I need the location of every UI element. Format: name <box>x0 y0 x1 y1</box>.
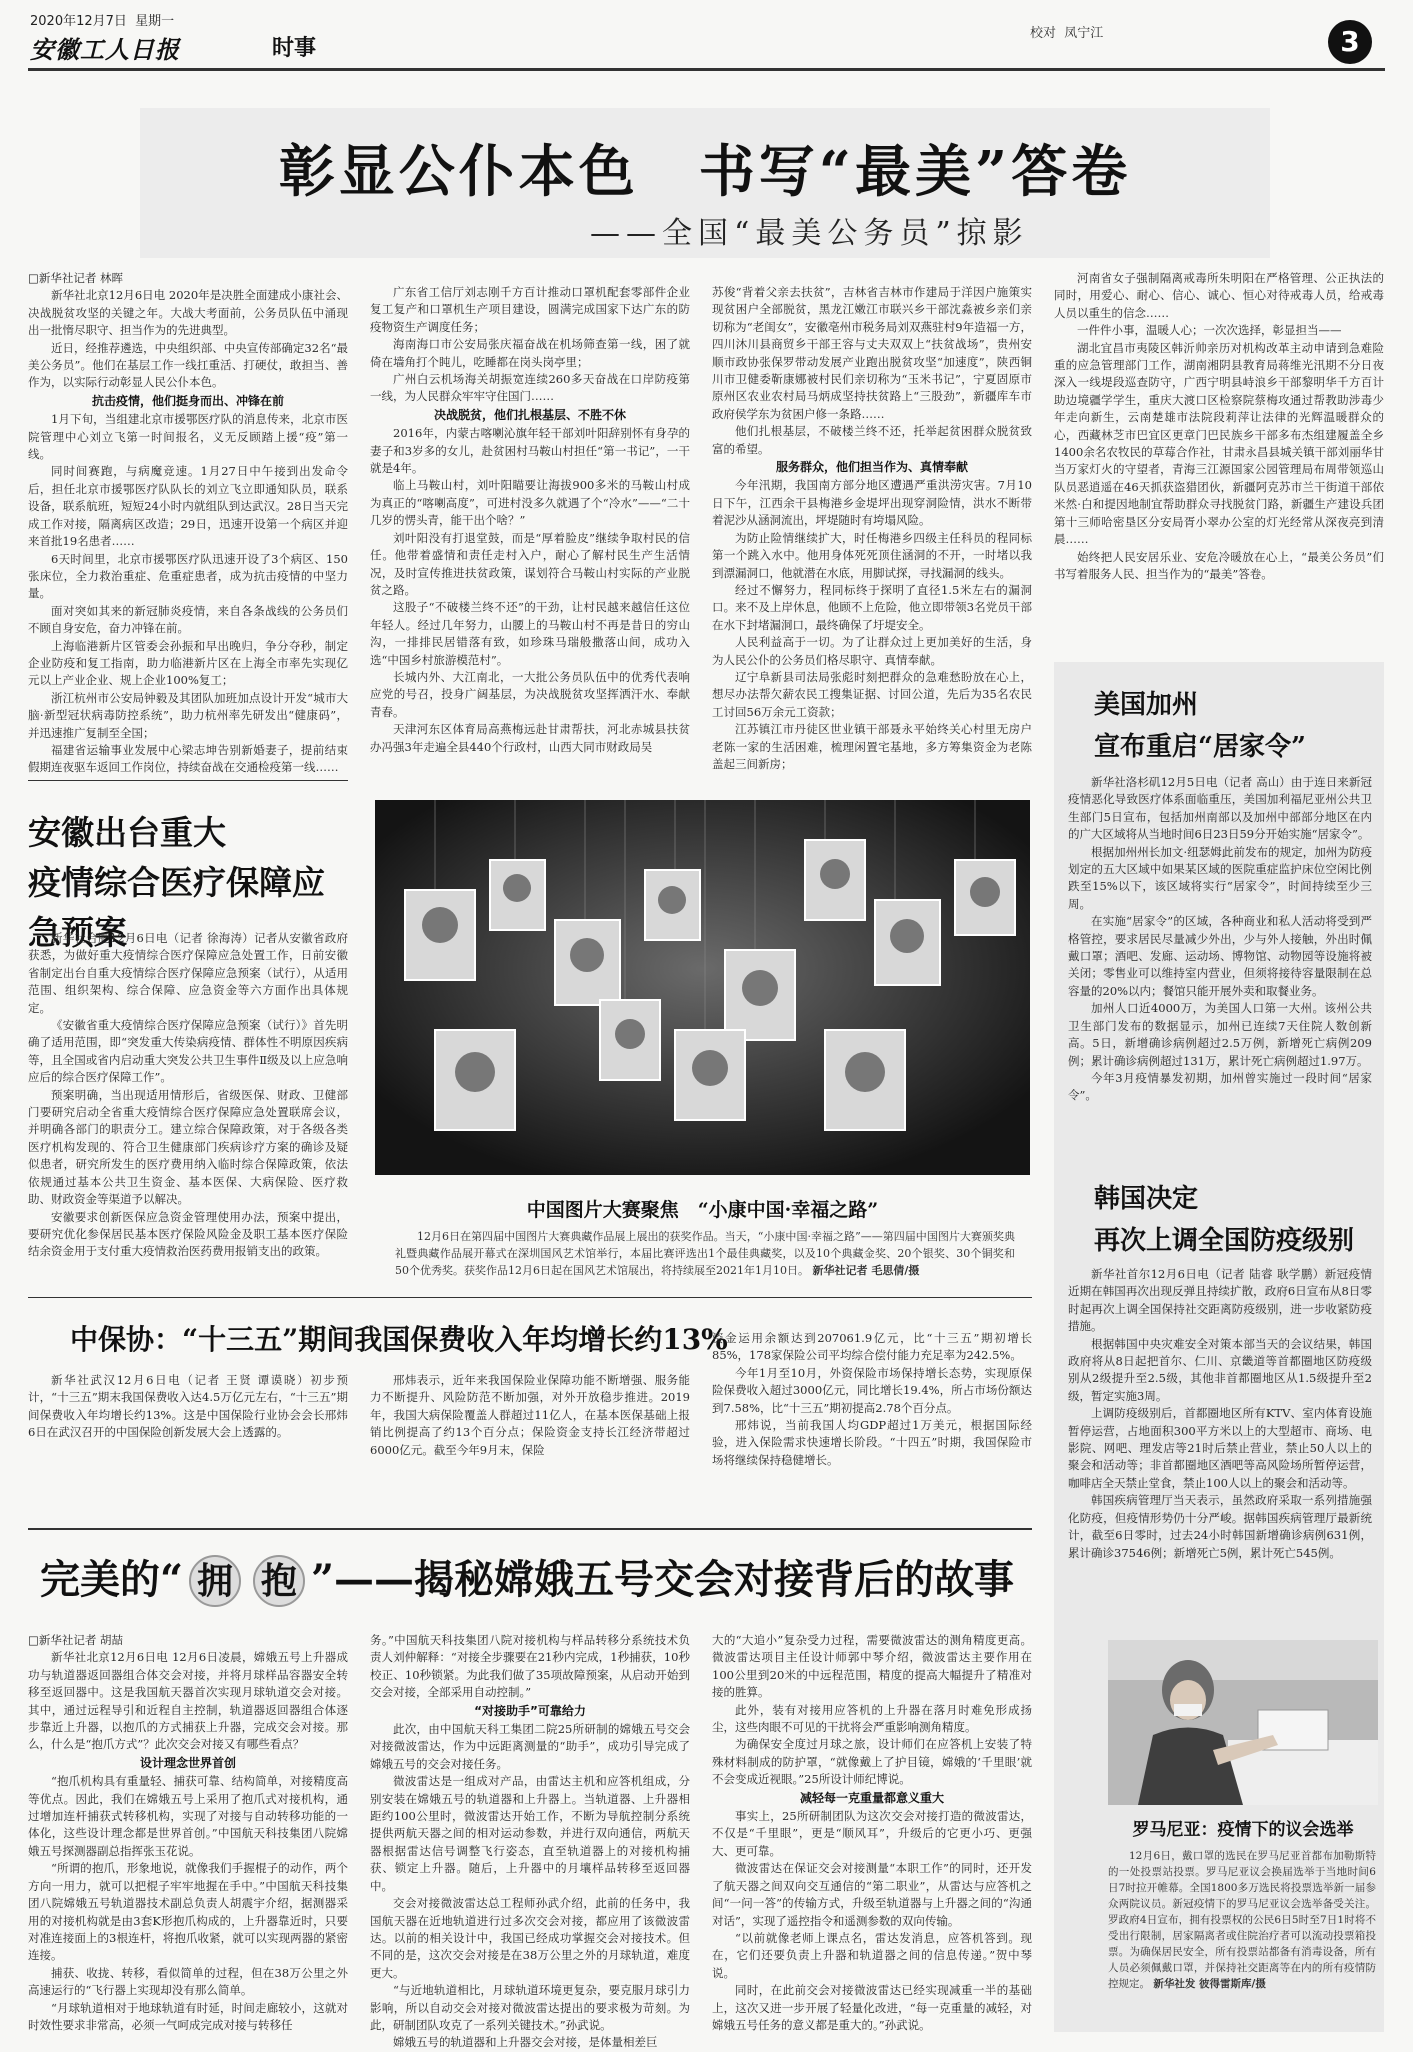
feature-paragraph: 上海临港新片区管委会孙振和早出晚归，争分夺秒，制定企业防疫和复工指南，助力临港新片区在上海全市率先实现亿元以上产业企业、规上企业100%复工； <box>28 638 348 688</box>
photo-caption: 12月6日在第四届中国图片大赛典藏作品展上展出的获奖作品。当天，“小康中国·幸福之路”——第四届中国图片大赛颁奖典礼暨典藏作品展开幕式在深圳国风艺术馆举行，本届比赛评选出1个最佳典藏奖，以及10个典藏金奖、20个银奖、30个铜奖和50个优秀奖。获奖作品12月6日起在国风艺术馆展出，将持续展至2021年1月10日。 <box>395 1230 1015 1277</box>
feature-col-3 <box>712 284 1032 770</box>
change5-paragraph: 交会对接微波雷达总工程师孙武介绍，此前的任务中，我国航天器在近地轨道进行过多次交会对接，都应用了该微波雷达。以前的相关设计中，我国已经成功掌握交会对接技术。但不同的是，这次交会对接是在38万公里之外的月球轨道，难度更大。 <box>370 1896 690 1980</box>
insurance-paragraph: 邢炜说，当前我国人均GDP超过1万美元，根据国际经验，进入保险需求快速增长阶段。“十四五”时期，我国保险市场将继续保持稳健增长。 <box>712 1418 1032 1467</box>
change5-paragraph: 大的“大追小”复杂受力过程，需要微波雷达的测角精度更高。微波雷达项目主任设计师郭中琴介绍，微波雷达主要作用在100公里到20米的中远程范围，精度的提高大幅提升了精准对接的胜算。 <box>712 1633 1032 1700</box>
feature-paragraph: 广州白云机场海关胡振宽连续260多天奋战在口岸防疫第一线，为人民群众牢牢守住国门…… <box>370 372 690 404</box>
anhui-title-line1: 安徽出台重大 <box>28 813 226 852</box>
divider <box>28 1528 1032 1530</box>
feature-paragraph: 始终把人民安居乐业、安危冷暖放在心上，“最美公务员”们书写着服务人民、担当作为的“最美”答卷。 <box>1054 549 1384 581</box>
feature-paragraph: 今年汛期，我国南方部分地区遭遇严重洪涝灾害。7月10日下午，江西余干县梅港乡金堤坪出现穿洞险情，洪水不断带着泥沙从涵洞流出，坪堤随时有垮塌风险。 <box>712 478 1032 528</box>
exhibition-photo-image <box>375 800 1030 1175</box>
anhui-paragraph: 预案明确，当出现适用情形后，省级医保、财政、卫健部门要研究启动全省重大疫情综合医疗保障应急处置联席会议，并明确各部门的职责分工。建立综合保障政策，对于各级各类医疗机构发现的、符合卫生健康部门疾病诊疗方案的确诊及疑似患者，研究所发生的医疗费用纳入临时综合保障政策，依法依规通过基本公共卫生资金、基本医保、大病保险、医疗救助、财政资金等渠道予以解决。 <box>28 1087 348 1207</box>
feature-paragraph: 这股子“不破楼兰终不还”的干劲，让村民越来越信任这位年轻人。经过几年努力，山腰上的马鞍山村不再是昔日的穷山沟，一排排民居错落有致，如珍珠马瑞般撒落山间，成功入选“中国乡村旅游模范村”。 <box>370 600 690 667</box>
korea-headline <box>1094 1178 1374 1262</box>
change5-paragraph: “月球轨道相对于地球轨道有时延，时间走廊较小，这就对时效性要求非常高，必须一气呵成完成对接与转移任 <box>28 2000 348 2032</box>
change5-subheading: “对接助手”可靠给力 <box>474 1703 586 1718</box>
page-number-badge <box>1328 20 1372 64</box>
feature-subheading: 服务群众，他们担当作为、真情奉献 <box>775 460 968 475</box>
change5-paragraph: “所谓的抱爪，形象地说，就像我们手握棍子的动作，两个方向一用力，就可以把棍子牢牢地握在手中。”中国航天科技集团八院嫦娥五号轨道器技术副总负责人胡震宇介绍，据测器采用的对接机构就是由3套K形抱爪构成的，上升器靠近时，只要对准连接面上的3根连杆，将抱爪收紧，就可以实现两器的紧密连接。 <box>28 1861 348 1963</box>
insurance-paragraph: 新华社武汉12月6日电（记者 王贤 谭谟晓）初步预计，“十三五”期末我国保费收入达4.5万亿元左右，“十三五”期间保费收入年均增长约13%。这是中国保险行业协会会长邢炜6日在武汉召开的中国保险创新发展大会上透露的。 <box>28 1373 348 1440</box>
issue-weekday: 星期一 <box>135 14 175 29</box>
feature-paragraph: 苏俊“背着父亲去扶贫”，吉林省吉林市作建局于洋因户施策实现贫困户全部脱贫，黑龙江嫩江市联兴乡干部沈淼被乡亲们亲切称为“老闺女”，安徽亳州市税务局刘双燕驻村9年造福一方，四川沐川县商贸乡干部王容与丈夫双双上“扶贫战场”，贵州安顺市政协张保罗带动发展产业跑出脱贫攻坚“加速度”，陕西铜川市卫健委靳康娜被村民们亲切称为“玉米书记”，宁夏固原市原州区农业农村局马炳成坚持扶贫路上“三股劲”，新疆库车市政府侯学东为贫困户修一条路…… <box>712 285 1032 421</box>
masthead <box>0 0 1413 62</box>
change5-paragraph: 为确保安全度过月球之旅，设计师们在应答机上安装了特殊材料制成的防护罩，“就像戴上了护目镜，嫦娥的‘千里眼’就不会变成近视眼。”25所设计师纪博说。 <box>712 1737 1032 1787</box>
romania-caption-block <box>1108 1848 1376 2028</box>
change5-paragraph: 同时，在此前交会对接微波雷达已经实现减重一半的基础上，这次又进一步开展了轻量化改进，“每一克重量的减轻，对嫦娥五号任务的意义都是重大的。”孙武说。 <box>712 1983 1032 2032</box>
romania-credit: 新华社发 彼得雷斯库/摄 <box>1153 1978 1266 1990</box>
page-number: 3 <box>1340 25 1360 58</box>
change5-subheading: 减轻每一克重量都意义重大 <box>799 1790 944 1805</box>
feature-paragraph: 长城内外、大江南北，一大批公务员队伍中的优秀代表响应党的号召，投身广阔基层，为决战脱贫攻坚挥洒汗水、奉献青春。 <box>370 669 690 719</box>
anhui-body <box>28 930 348 1290</box>
change5-col-3 <box>712 1632 1032 2032</box>
feature-title: 彰显公仆本色 书写“最美”答卷 <box>278 139 1132 205</box>
change5-col-1 <box>28 1632 348 2032</box>
feature-paragraph: 临上马鞍山村，刘叶阳瞄要让海拔900多米的马鞍山村成为真正的“喀喇高度”，可进村没多久就遇了个“冷水”——“二十几岁的愣头青，能干出个啥？” <box>370 478 690 528</box>
feature-paragraph: 1月下旬，当组建北京市援鄂医疗队的消息传来，北京市医院管理中心刘立飞第一时间报名，义无反顾踏上援“疫”第一线。 <box>28 412 348 462</box>
feature-paragraph: 同时间赛跑，与病魔竞速。1月27日中午接到出发命令后，担任北京市援鄂医疗队队长的刘立飞立即通知队员，联系设备，联系航班，短短24小时内就组队到达武汉。28日当天完成工作对接，隔离病区改造；29日，迅速开设第一个病区并迎来首批19名患者…… <box>28 464 348 549</box>
feature-lead: 新华社北京12月6日电 2020年是决胜全面建成小康社会、决战脱贫攻坚的关键之年。大战大考面前，公务员队伍中涌现出一批惰尽职守、担当作为的先进典型。 <box>28 288 348 338</box>
romania-title: 罗马尼亚：疫情下的议会选举 <box>1132 1820 1354 1840</box>
california-paragraph: 在实施“居家令”的区域，各种商业和私人活动将受到严格管控，要求居民尽量减少外出，少与外人接触，外出时佩戴口罩；酒吧、发廊、运动场、博物馆、动物园等设施将被关闭；零售业可以维持室内营业，但须将接待容量限制在总容量的20%以内；餐馆只能开展外卖和取餐业务。 <box>1068 914 1372 998</box>
feature-paragraph: 为防止险情继续扩大，时任梅港乡四级主任科员的程同标第一个跳入水中。他用身体死死顶住涵洞的不开，一时堵以我到漂漏洞口，他就潜在水底，用脚试探，寻找漏洞的线头。 <box>712 530 1032 580</box>
feature-paragraph: 江苏镇江市丹徒区世业镇干部聂永平始终关心村里无房户老陈一家的生活困难，梳理闲置宅基地，多方筹集资金为老陈盖起三间新房； <box>712 722 1032 771</box>
change5-title-char: 抱 <box>253 1555 305 1607</box>
korea-body <box>1068 1266 1372 1628</box>
change5-paragraph: 此次，由中国航天科工集团二院25所研制的嫦娥五号交会对接微波雷达，作为中远距离测量的“助手”，成功引导完成了嫦娥五号的交会对接任务。 <box>370 1722 690 1771</box>
korea-paragraph: 根据韩国中央灾难安全对策本部当天的会议结果，韩国政府将从8日起把首尔、仁川、京畿道等首都圈地区防疫级别从2级提升至2.5级，其他非首都圈地区从1.5级提升至2级，暂定实施3周。 <box>1068 1336 1372 1403</box>
california-paragraph: 今年3月疫情暴发初期，加州曾实施过一段时间“居家令”。 <box>1068 1070 1372 1103</box>
proofreader-name: 凤宁江 <box>1064 26 1104 41</box>
issue-date: 2020年12月7日 <box>30 14 127 29</box>
feature-paragraph: 刘叶阳没有打退堂鼓，而是“厚着脸皮”继续争取村民的信任。他带着盛情和责任走村入户，耐心了解村民生产生活情况，及时宣传推进扶贫政策，谋划符合马鞍山村实际的产业脱贫之路。 <box>370 530 690 597</box>
feature-paragraph: 福建省运输事业发展中心梁志坤告别新婚妻子，提前结束假期连夜驱车返回工作岗位，持续奋战在交通检疫第一线…… <box>28 742 348 775</box>
anhui-paragraph: 安徽要求创新医保应急资金管理使用办法，预案中提出，要研究优化参保居民基本医疗保险风险金及职工基本医疗保险结余资金用于支付重大疫情救治医药费用报销支出的政策。 <box>28 1209 348 1259</box>
feature-subtitle: ——全国“最美公务员”掠影 <box>590 216 1029 251</box>
anhui-title-line2: 疫情综合医疗保障应急预案 <box>28 863 325 952</box>
masthead-rule <box>28 68 1385 71</box>
change5-headline <box>40 1548 1030 1618</box>
proofreader <box>1030 22 1103 41</box>
feature-paragraph: 面对突如其来的新冠肺炎疫情，来自各条战线的公务员们不顾自身安危，奋力冲锋在前。 <box>28 603 348 636</box>
change5-col-2 <box>370 1632 690 2050</box>
romania-photo <box>1108 1640 1378 1805</box>
feature-byline: □新华社记者 林晖 <box>28 271 124 285</box>
california-title-line1: 美国加州 <box>1094 690 1199 720</box>
california-paragraph: 新华社洛杉矶12月5日电（记者 高山）由于连日来新冠疫情恶化导致医疗体系面临重压，美国加利福尼亚州公共卫生部门5日宣布，包括加州南部以及加州中部部分地区在内的广大区域将从当地时间6日23日59分开始实施“居家令”。 <box>1068 775 1372 842</box>
photo-exhibition <box>375 800 1030 1175</box>
feature-subheading: 抗击疫情，他们挺身而出、冲锋在前 <box>91 393 284 408</box>
section-name: 时事 <box>272 36 317 61</box>
change5-paragraph: “以前就像老师上课点名，雷达发消息，应答机答到。现在，它们还要负责上升器和轨道器之间的信息传递。”贺中琴说。 <box>712 1930 1032 1980</box>
photo-title: 中国图片大赛聚焦 “小康中国·幸福之路” <box>526 1199 879 1221</box>
change5-paragraph: 务。”中国航天科技集团八院对接机构与样品转移分系统技术负责人刘仲解释：“对接全步骤要在21秒内完成，1秒捕获，10秒校正、10秒锁紧。为此我们做了35项故障预案，从启动开始到交会对接，全部采用自动控制。” <box>370 1633 690 1700</box>
korea-title-line2: 再次上调全国防疫级别 <box>1094 1226 1355 1256</box>
california-headline <box>1094 684 1374 768</box>
change5-title-char: 拥 <box>189 1555 241 1607</box>
feature-paragraph: 广东省工信厅刘志刚千方百计推动口罩机配套零部件企业复工复产和口罩机生产项目建设，圆满完成国家下达广东的防疫物资生产调度任务； <box>370 285 690 334</box>
change5-paragraph: “抱爪机构具有重量轻、捕获可靠、结构简单，对接精度高等优点。因此，我们在嫦娥五号上采用了抱爪式对接机构，通过增加连杆捕获式转移机构，实现了对接与自动转移功能的一体化，这些设计理念都是世界首创。”中国航天科技集团八院嫦娥五号探测器副总指挥张玉花说。 <box>28 1774 348 1858</box>
feature-paragraph: 他们扎根基层，不破楼兰终不还，托举起贫困群众脱贫致富的希望。 <box>712 424 1032 456</box>
insurance-col-2 <box>370 1372 690 1522</box>
insurance-paragraph: 资金运用余额达到207061.9亿元，比“十三五”期初增长85%，178家保险公司平均综合偿付能力充足率为242.5%。 <box>712 1331 1032 1363</box>
change5-paragraph: 事实上，25所研制团队为这次交会对接打造的微波雷达，不仅是“千里眼”，更是“顺风耳”，升级后的它更小巧、更强大、更可靠。 <box>712 1809 1032 1858</box>
feature-paragraph: 一件件小事，温暖人心；一次次选择，彰显担当—— <box>1077 323 1342 338</box>
california-paragraph: 加州人口近4000万，为美国人口第一大州。该州公共卫生部门发布的数据显示，加州已连续7天住院人数创新高。5日，新增确诊病例超过2.5万例，新增死亡病例209例；累计确诊病例超过131万，累计死亡病例超过1.97万。 <box>1068 1001 1372 1068</box>
insurance-col-3 <box>712 1330 1032 1522</box>
california-paragraph: 根据加州州长加文·纽瑟姆此前发布的规定，加州为防疫划定的五大区域中如果某区域的医院重症监护床位空闲比例跌至15%以下，该区域将实行“居家令”，时间持续至少三周。 <box>1068 844 1372 911</box>
change5-title-suffix: ”——揭秘嫦娥五号交会对接背后的故事 <box>311 1556 1015 1603</box>
feature-subheading: 决战脱贫，他们扎根基层、不胜不休 <box>433 407 626 422</box>
feature-paragraph: 经过不懈努力，程同标终于探明了直径1.5米左右的漏洞口。来不及上岸休息，他顾不上危险，他立即带领3名党员干部在水下封堵漏洞口，最终确保了圩堤安全。 <box>712 582 1032 632</box>
change5-paragraph: 此外，装有对接用应答机的上升器在落月时难免形成扬尘，这些肉眼不可见的干扰将会严重影响测角精度。 <box>712 1702 1032 1735</box>
feature-paragraph: 辽宁阜新县司法局张彪时刻把群众的急难愁盼放在心上，想尽办法帮欠薪农民工搜集证据、讨回公道，先后为35名农民工讨回56万余元工资款； <box>712 669 1032 719</box>
change5-paragraph: 嫦娥五号的轨道器和上升器交会对接，是体量相差巨 <box>393 2035 658 2050</box>
change5-title-prefix: 完美的“ <box>40 1556 184 1603</box>
insurance-paragraph: 今年1月至10月，外资保险市场保持增长态势，实现原保险保费收入超过3000亿元，同比增长19.4%，所占市场份额达到7.58%，比“十三五”期初提高2.78个百分点。 <box>712 1365 1032 1415</box>
korea-title-line1: 韩国决定 <box>1094 1184 1199 1214</box>
anhui-paragraph: 新华社合肥12月6日电（记者 徐海涛）记者从安徽省政府获悉，为做好重大疫情综合医疗保障应急处置工作，日前安徽省制定出台自重大疫情综合医疗保障应急预案（试行），从适用范围、组织架构、综合保障、应急资金等六方面作出具体规定。 <box>28 931 348 1015</box>
feature-headline-block <box>140 108 1270 258</box>
divider <box>28 780 348 781</box>
feature-paragraph: 近日，经推荐遴选，中央组织部、中央宣传部确定32名“最美公务员”。他们在基层工作一线扛重活、打硬仗，敢担当、善作为，以实际行动彰显人民公仆本色。 <box>28 340 348 390</box>
california-title-line2: 宣布重启“居家令” <box>1094 732 1306 762</box>
change5-paragraph: 新华社北京12月6日电 12月6日凌晨，嫦娥五号上升器成功与轨道器返回器组合体交会对接，并将月球样品容器安全转移至返回器中。这是我国航天器首次实现月球轨道交会对接。其中，通过远程导引和近程自主控制，轨道器返回器组合体逐步靠近上升器，以抱爪的方式捕获上升器，完成交会对接。那么，什么是“抱爪方式”？此次交会对接又有哪些看点？ <box>28 1650 348 1752</box>
divider <box>28 1297 1032 1298</box>
feature-col-1 <box>28 270 348 780</box>
feature-col-2 <box>370 284 690 770</box>
change5-subheading: 设计理念世界首创 <box>139 1755 236 1770</box>
feature-paragraph: 海南海口市公安局张庆福奋战在机场筛查第一线，困了就倚在墙角打个盹儿，吃睡都在岗头岗亭里； <box>370 337 690 369</box>
feature-paragraph: 2016年，内蒙古喀喇沁旗年轻干部刘叶阳辞别怀有身孕的妻子和3岁多的女儿，赴贫困村马鞍山村担任“第一书记”，一干就是4年。 <box>370 426 690 476</box>
feature-paragraph: 天津河东区体育局高燕梅远赴甘肃帮扶，河北赤城县扶贫办冯强3年走遍全县440个行政村，山西大同市财政局吴 <box>370 722 690 754</box>
anhui-paragraph: 《安徽省重大疫情综合医疗保障应急预案（试行）》首先明确了适用范围，即“突发重大传染病疫情、群体性不明原因疾病等，且全国或省内启动重大突发公共卫生事件Ⅱ级及以上应急响应后的综合医疗保障工作”。 <box>28 1018 348 1085</box>
california-body <box>1068 774 1372 1179</box>
insurance-paragraph: 邢炜表示，近年来我国保险业保障功能不断增强、服务能力不断提升、风险防范不断加强，对外开放稳步推进。2019年，我国大病保险覆盖人群超过11亿人，在基本医保基础上报销比例提高了约13个百分点；保险资金支持长江经济带超过6000亿元。截至今年9月末，保险 <box>370 1373 690 1457</box>
change5-paragraph: 捕获、收拢、转移，看似简单的过程，但在38万公里之外高速运行的“飞行器上实现却没有那么简单。 <box>28 1965 348 1998</box>
proofreader-label: 校对 <box>1030 26 1057 41</box>
insurance-col-1 <box>28 1372 348 1522</box>
korea-paragraph: 韩国疾病管理厅当天表示，虽然政府采取一系列措施强化防疫，但疫情形势仍十分严峻。据韩国疾病管理厅最新统计，截至6日零时，过去24小时韩国新增确诊病例631例，累计确诊37546例；新增死亡5例，累计死亡545例。 <box>1068 1493 1372 1560</box>
feature-paragraph: 浙江杭州市公安局钟毅及其团队加班加点设计开发“城市大脑·新型冠状病毒防控系统”，助力杭州率先研发出“健康码”，并迅速推广复制至全国； <box>28 690 348 740</box>
feature-col-4 <box>1054 270 1384 650</box>
korea-paragraph: 新华社首尔12月6日电（记者 陆睿 耿学鹏）新冠疫情近期在韩国再次出现反弹且持续扩散，政府6日宣布从8日零时起再次上调全国保持社交距离防疫级别，进一步收紧防疫措施。 <box>1068 1267 1372 1334</box>
feature-paragraph: 河南省女子强制隔离戒毒所朱明阳在严格管理、公正执法的同时，用爱心、耐心、信心、诚心、恒心对待戒毒人员，给戒毒人员以重生的信念…… <box>1054 271 1384 320</box>
romania-caption: 12月6日，戴口罩的选民在罗马尼亚首都布加勒斯特的一处投票站投票。罗马尼亚议会换届选举于当地时间6日7时拉开帷幕。全国1800多万选民将投票选举新一届参众两院议员。新冠疫情下的罗马尼亚议会选举备受关注。罗政府4日宣布，拥有投票权的公民6日5时至7日1时将不受出行限制，居家隔离者或住院治疗者可以流动投票箱投票。为确保居民安全，所有投票站都备有消毒设备，所有人员必须佩戴口罩，并保持社交距离等在内的所有疫情防控规定。 <box>1108 1850 1376 1990</box>
change5-byline: □新华社记者 胡喆 <box>28 1633 124 1647</box>
paper-logo: 安徽工人日报 <box>30 35 180 64</box>
masthead-date-line <box>30 10 174 29</box>
photo-credit: 新华社记者 毛思倩/摄 <box>812 1264 920 1277</box>
insurance-title: 中保协：“十三五”期间我国保费收入年均增长约13% <box>70 1323 728 1356</box>
romania-photo-image <box>1108 1640 1378 1805</box>
feature-paragraph: 6天时间里，北京市援鄂医疗队迅速开设了3个病区、150张床位，全力救治重症、危重症患者，成为抗击疫情的中坚力量。 <box>28 551 348 601</box>
feature-paragraph: 湖北宜昌市夷陵区韩沂帅亲历对机构改革主动申请到急难险重的应急管理部门工作，湖南湘阴县教育局蒋维光汛期不分日夜深入一线堤段巡查防守，广西宁明县峙浪乡干部黎明华千方百计助边境疆学学生，重庆大渡口区检察院蔡梅攻通过帮教助涉毒少年走向新生，云南楚雄市法院段莉萍让法律的光辉温暖群众的心，西藏林芝市巴宜区更章门巴民族乡干部多布杰组建履盖全乡1400余名农牧民的草莓合作社，甘肃永昌县城关镇干部刘丽华甘当万家灯火的守望者，青海三江源国家公园管理局布周带领巡山队员恶逍遥在46天抓获盗猎团伙，新疆阿克苏市兰干街道干部依米然·白和提因地制宜帮助群众寻找脱贫门路，新疆生产建设兵团第十三师哈密垦区分安局胥小翠办公室的灯光经常从深夜亮到清晨…… <box>1054 340 1384 547</box>
change5-paragraph: “与近地轨道相比，月球轨道环境更复杂，要克服月球引力影响，所以自动交会对接对微波雷达提出的要求极为苛刻。为此，研制团队攻克了一系列关键技术。”孙武说。 <box>370 1983 690 2032</box>
change5-paragraph: 微波雷达在保证交会对接测量“本职工作”的同时，还开发了航天器之间双向交互通信的“第二职业”，从雷达与应答机之间“一问一答”的传输方式，升级至轨道器与上升器之间的“沟通对话”，实现了遥控指令和遥测参数的双向传输。 <box>712 1861 1032 1928</box>
change5-paragraph: 微波雷达是一组成对产品，由雷达主机和应答机组成，分别安装在嫦娥五号的轨道器和上升器上。当轨道器、上升器相距约100公里时，微波雷达开始工作，不断为导航控制分系统提供两航天器之间的相对运动参数，并进行双向通信，两航天器根据雷达信号调整飞行姿态，直至轨道器上的对接机构捕获、锁定上升器。随后，上升器中的月壤样品转移至返回器中。 <box>370 1774 690 1893</box>
korea-paragraph: 上调防疫级别后，首都圈地区所有KTV、室内体育设施暂停运营，占地面积300平方米以上的大型超市、商场、电影院、网吧、理发店等21时后禁止营业，禁止50人以上的聚会和活动等；非首都圈地区酒吧等高风险场所暂停运营，咖啡店全天禁止堂食，禁止100人以上的聚会和活动等。 <box>1068 1406 1372 1490</box>
photo-caption-block <box>395 1228 1015 1279</box>
feature-paragraph: 人民利益高于一切。为了让群众过上更加美好的生活，身为人民公仆的公务员们格尽职守、真情奉献。 <box>712 635 1032 667</box>
